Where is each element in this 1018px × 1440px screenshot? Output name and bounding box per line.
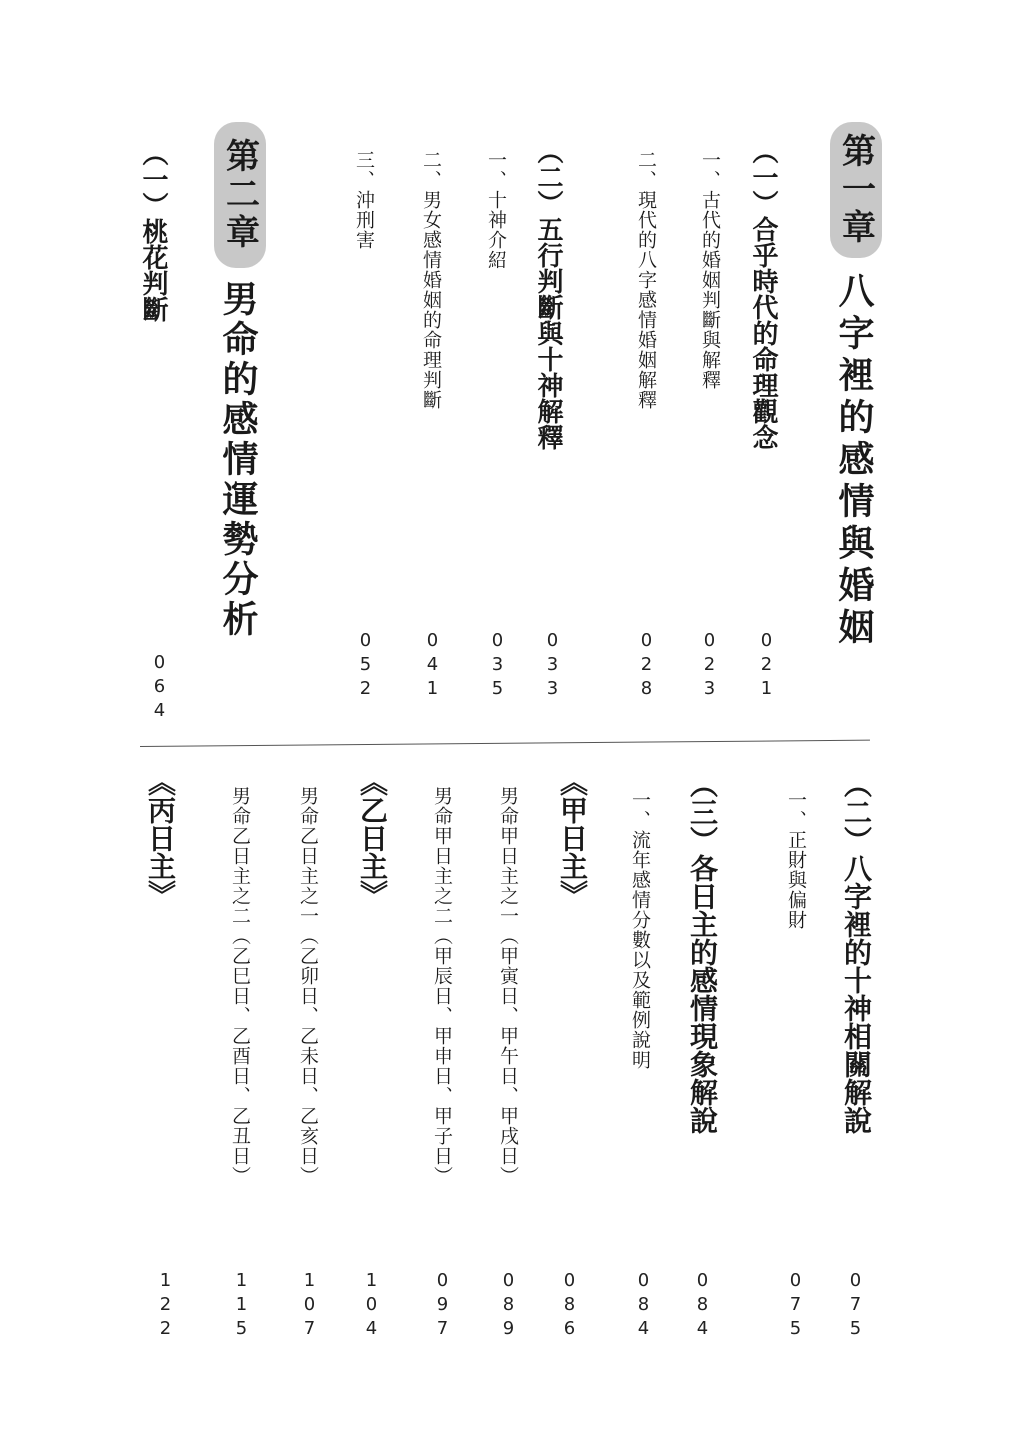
toc-entry-item5[interactable]: 三、沖刑害 bbox=[353, 150, 375, 250]
page-number-item8: 089 bbox=[498, 1270, 519, 1342]
page-number-item3: 035 bbox=[487, 630, 508, 702]
toc-heading-bing[interactable]: 《丙日主》 bbox=[144, 768, 177, 908]
page-number-item11: 115 bbox=[231, 1270, 252, 1342]
page-number-item5: 052 bbox=[355, 630, 376, 702]
toc-entry-item9[interactable]: 男命甲日主之二（甲辰日、甲申日、甲子日） bbox=[431, 786, 453, 1186]
page-number-sec3: 064 bbox=[149, 652, 170, 724]
page-number-item1: 023 bbox=[699, 630, 720, 702]
page-number-sec2: 033 bbox=[542, 630, 563, 702]
page-number-item7: 084 bbox=[633, 1270, 654, 1342]
toc-entry-item2[interactable]: 二、現代的八字感情婚姻解釋 bbox=[635, 150, 657, 410]
chapter2-badge: 第二章 bbox=[214, 122, 266, 268]
page-number-item4: 041 bbox=[422, 630, 443, 702]
toc-entry-sec5[interactable]: （三）各日主的感情現象解說 bbox=[686, 770, 719, 1134]
toc-entry-item6[interactable]: 一、正財與偏財 bbox=[785, 790, 807, 930]
toc-entry-item8[interactable]: 男命甲日主之一（甲寅日、甲午日、甲戌日） bbox=[497, 786, 519, 1186]
toc-entry-item7[interactable]: 一、流年感情分數以及範例說明 bbox=[629, 790, 651, 1070]
page-number-head1: 086 bbox=[559, 1270, 580, 1342]
page-number-head2: 104 bbox=[361, 1270, 382, 1342]
page-number-sec1: 021 bbox=[756, 630, 777, 702]
toc-entry-item11[interactable]: 男命乙日主之二（乙巳日、乙酉日、乙丑日） bbox=[229, 786, 251, 1186]
page-number-sec5: 084 bbox=[692, 1270, 713, 1342]
toc-entry-sec3[interactable]: （一）桃花判斷 bbox=[138, 140, 168, 322]
chapter1-title[interactable]: 八字裡的感情與婚姻 bbox=[833, 272, 875, 650]
chapter2-title[interactable]: 男命的感情運勢分析 bbox=[217, 280, 259, 640]
toc-entry-item4[interactable]: 二、男女感情婚姻的命理判斷 bbox=[420, 150, 442, 410]
page-divider bbox=[140, 740, 870, 747]
toc-heading-yi[interactable]: 《乙日主》 bbox=[356, 768, 389, 908]
page-number-item10: 107 bbox=[299, 1270, 320, 1342]
toc-entry-item1[interactable]: 一、古代的婚姻判斷與解釋 bbox=[699, 150, 721, 390]
toc-entry-sec1[interactable]: （一）合乎時代的命理觀念 bbox=[748, 138, 778, 450]
toc-entry-sec4[interactable]: （二）八字裡的十神相關解說 bbox=[840, 770, 873, 1134]
page-number-item2: 028 bbox=[636, 630, 657, 702]
page-number-sec4: 075 bbox=[845, 1270, 866, 1342]
page-number-item6: 075 bbox=[785, 1270, 806, 1342]
page-number-head3: 122 bbox=[155, 1270, 176, 1342]
chapter1-badge: 第一章 bbox=[830, 122, 882, 258]
toc-entry-item10[interactable]: 男命乙日主之一（乙卯日、乙未日、乙亥日） bbox=[297, 786, 319, 1186]
page-number-item9: 097 bbox=[432, 1270, 453, 1342]
toc-entry-sec2[interactable]: （二）五行判斷與十神解釋 bbox=[533, 138, 563, 450]
toc-heading-jia[interactable]: 《甲日主》 bbox=[556, 768, 589, 908]
toc-entry-item3[interactable]: 一、十神介紹 bbox=[485, 150, 507, 270]
